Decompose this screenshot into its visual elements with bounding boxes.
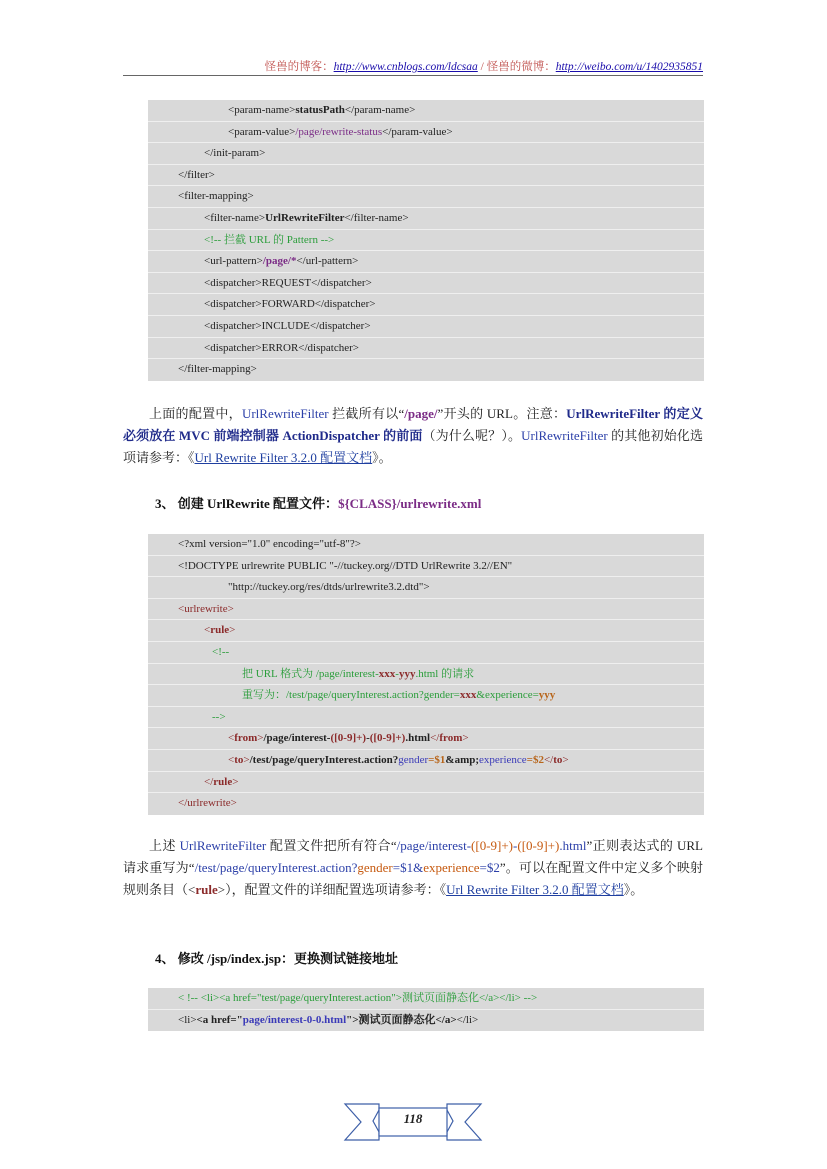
code-line: <filter-mapping> [148,186,704,208]
code-block-filter-mapping [148,100,704,381]
blog-link[interactable]: http://www.cnblogs.com/ldcsaa [333,61,478,73]
code-line: <param-name>statusPath</param-name> [148,100,704,122]
page-number-badge [343,1099,483,1145]
config-doc-link[interactable]: Url Rewrite Filter 3.2.0 配置文档 [194,450,373,465]
code-line: <filter-name>UrlRewriteFilter</filter-name> [148,208,704,230]
code-comment-line: <!-- 拦截 URL 的 Pattern --> [148,230,704,252]
code-line: <to>/test/page/queryInterest.action?gender=$1&amp;experience=$2</to> [148,750,704,772]
code-comment-line: 重写为：/test/page/queryInterest.action?gender=xxx&experience=yyy [148,685,704,707]
code-line: </urlrewrite> [178,797,237,810]
page-number: 118 [403,1111,423,1126]
code-block-index-jsp [148,988,704,1031]
code-line: <!DOCTYPE urlrewrite PUBLIC "-//tuckey.org//DTD UrlRewrite 3.2//EN" [148,556,704,578]
blog-label: 怪兽的博客： [264,61,334,73]
code-line: <dispatcher>ERROR</dispatcher> [148,338,704,360]
code-comment-line: < !-- <li><a href="test/page/queryInterest.action">测试页面静态化</a></li> --> [148,988,704,1010]
section-heading-4: 4、 修改 /jsp/index.jsp：更换测试链接地址 [155,951,399,966]
code-line: <?xml version="1.0" encoding="utf-8"?> [148,534,704,556]
code-comment-line: 把 URL 格式为 /page/interest-xxx-yyy.html 的请求 [148,664,704,686]
code-comment-line: --> [148,707,704,729]
code-line: <dispatcher>FORWARD</dispatcher> [148,294,704,316]
code-line: </filter> [148,165,704,187]
paragraph-regex-note: 上述 UrlRewriteFilter 配置文件把所有符合“/page/interest-([0-9]+)-([0-9]+).html”正则表达式的 URL 请求重写为“/test/page/queryInterest.action?gender=$1&experience=$2”。可以在配置文件中定义多个映射规则条目（<rule>），配置文件的详细配置选项请参考：《Url Rewrite Filter 3.2.0 配置文档》。 [123,838,703,897]
code-line: "http://tuckey.org/res/dtds/urlrewrite3.2.dtd"> [148,577,704,599]
config-doc-link[interactable]: Url Rewrite Filter 3.2.0 配置文档 [446,882,624,897]
code-line: </filter-mapping> [178,363,257,376]
code-line: </init-param> [148,143,704,165]
header-rule [123,75,703,76]
code-line: <rule> [148,620,704,642]
code-line: <url-pattern>/page/*</url-pattern> [148,251,704,273]
code-line: <dispatcher>INCLUDE</dispatcher> [148,316,704,338]
header-separator: / [477,61,487,73]
paragraph-filter-note: 上面的配置中，UrlRewriteFilter 拦截所有以“/page/”开头的 URL。注意：UrlRewriteFilter 的定义必须放在 MVC 前端控制器 ActionDispatcher 的前面（为什么呢？）。UrlRewriteFilter 的其他初始化选项请参考：《Url Rewrite Filter 3.2.0 配置文档》。 [123,406,703,465]
code-comment-line: <!-- [148,642,704,664]
weibo-link[interactable]: http://weibo.com/u/1402935851 [555,61,703,73]
weibo-label: 怪兽的微博： [486,61,556,73]
code-block-urlrewrite [148,534,704,815]
section-heading-3: 3、 创建 UrlRewrite 配置文件：${CLASS}/urlrewrite.xml [155,496,482,511]
code-line: </rule> [148,772,704,794]
code-line: <dispatcher>REQUEST</dispatcher> [148,273,704,295]
code-line: <urlrewrite> [148,599,704,621]
code-line: <from>/page/interest-([0-9]+)-([0-9]+).html</from> [148,728,704,750]
code-line: <param-value>/page/rewrite-status</param-value> [148,122,704,144]
page-header [123,58,703,74]
code-line: <li><a href="page/interest-0-0.html">测试页面静态化</a></li> [178,1013,479,1026]
